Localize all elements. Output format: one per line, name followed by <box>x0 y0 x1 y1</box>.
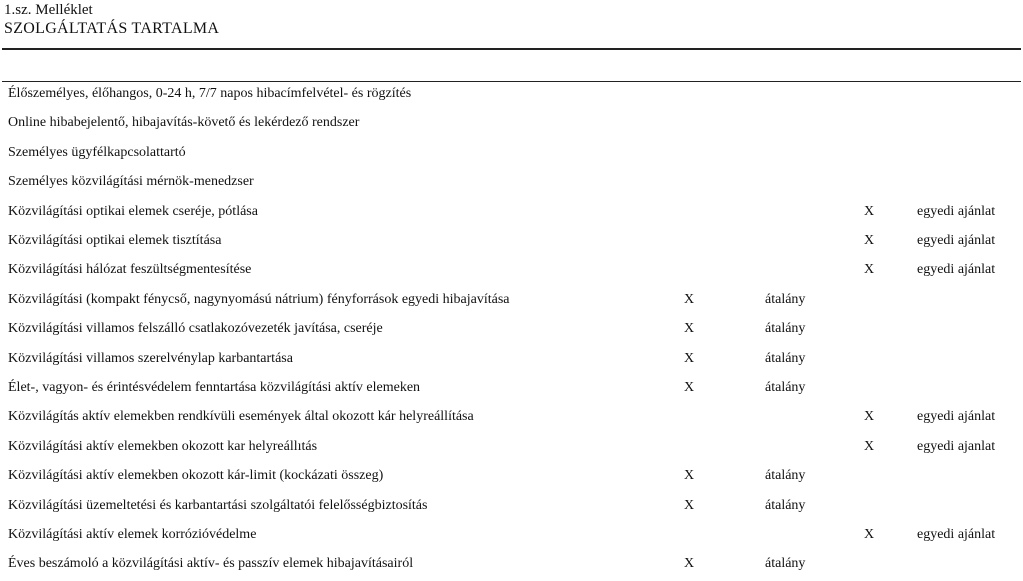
check-mark: X <box>684 351 695 366</box>
service-description: Közvilágítási aktív elemek korrózióvédelme <box>8 527 257 542</box>
service-description: Közvilágítási (kompakt fénycső, nagynyomású nátrium) fényforrások egyedi hibajavítása <box>8 292 510 307</box>
service-description: Élet-, vagyon- és érintésvédelem fenntartása közvilágítási aktív elemeken <box>8 380 421 395</box>
pricing-flat-rate: átalány <box>765 498 806 513</box>
check-mark: X <box>864 439 875 454</box>
table-row <box>0 260 1023 280</box>
check-mark: X <box>684 321 695 336</box>
pricing-flat-rate: átalány <box>765 468 806 483</box>
service-description: Éves beszámoló a közvilágítási aktív- és passzív elemek hibajavításairól <box>8 556 414 571</box>
header-rule <box>2 48 1021 50</box>
pricing-flat-rate: átalány <box>765 292 806 307</box>
service-description: Közvilágítási aktív elemekben okozott kár-limit (kockázati összeg) <box>8 468 384 483</box>
table-row <box>0 143 1023 163</box>
service-description: Élőszemélyes, élőhangos, 0-24 h, 7/7 napos hibacímfelvétel- és rögzítés <box>8 86 412 101</box>
pricing-custom-offer: egyedi ajánlat <box>917 262 996 277</box>
pricing-custom-offer: egyedi ajánlat <box>917 204 996 219</box>
document-header <box>4 1 219 38</box>
table-row <box>0 202 1023 222</box>
service-description: Közvilágítási villamos felszálló csatlakozóvezeték javítása, cseréje <box>8 321 383 336</box>
check-mark: X <box>864 262 875 277</box>
table-row <box>0 231 1023 251</box>
table-row <box>0 525 1023 545</box>
pricing-flat-rate: átalány <box>765 351 806 366</box>
check-mark: X <box>684 498 695 513</box>
check-mark: X <box>864 233 875 248</box>
pricing-custom-offer: egyedi ajanlat <box>917 439 996 454</box>
table-row <box>0 407 1023 427</box>
service-description: Közvilágítási optikai elemek tisztítása <box>8 233 222 248</box>
table-row <box>0 113 1023 133</box>
attachment-label: 1.sz. Melléklet <box>4 2 93 18</box>
service-description: Közvilágítási üzemeltetési és karbantartási szolgáltatói felelősségbiztosítás <box>8 498 428 513</box>
table-row <box>0 349 1023 369</box>
table-row <box>0 466 1023 486</box>
pricing-custom-offer: egyedi ajánlat <box>917 409 996 424</box>
service-description: Közvilágítási hálózat feszültségmentesítése <box>8 262 252 277</box>
table-row <box>0 84 1023 104</box>
document-title: SZOLGÁLTATÁS TARTALMA <box>4 20 220 37</box>
check-mark: X <box>864 527 875 542</box>
check-mark: X <box>864 409 875 424</box>
check-mark: X <box>684 292 695 307</box>
table-top-rule <box>2 81 1021 82</box>
table-row <box>0 290 1023 310</box>
table-row <box>0 496 1023 516</box>
pricing-flat-rate: átalány <box>765 380 806 395</box>
table-row <box>0 437 1023 457</box>
service-description: Közvilágítási aktív elemekben okozott kar helyreállıtás <box>8 439 318 454</box>
service-description: Online hibabejelentő, hibajavítás-követő és lekérdező rendszer <box>8 115 360 130</box>
service-description: Közvilágítási optikai elemek cseréje, pótlása <box>8 204 258 219</box>
pricing-flat-rate: átalány <box>765 556 806 571</box>
pricing-custom-offer: egyedi ajánlat <box>917 233 996 248</box>
table-row <box>0 172 1023 192</box>
check-mark: X <box>684 556 695 571</box>
pricing-custom-offer: egyedi ajánlat <box>917 527 996 542</box>
pricing-flat-rate: átalány <box>765 321 806 336</box>
service-description: Személyes ügyfélkapcsolattartó <box>8 145 186 160</box>
check-mark: X <box>684 380 695 395</box>
check-mark: X <box>684 468 695 483</box>
table-row <box>0 554 1023 574</box>
service-description: Közvilágítás aktív elemekben rendkívüli események által okozott kár helyreállítása <box>8 409 474 424</box>
check-mark: X <box>864 204 875 219</box>
service-description: Közvilágítási villamos szerelvénylap karbantartása <box>8 351 293 366</box>
table-row <box>0 378 1023 398</box>
table-row <box>0 319 1023 339</box>
service-description: Személyes közvilágítási mérnök-menedzser <box>8 174 254 189</box>
